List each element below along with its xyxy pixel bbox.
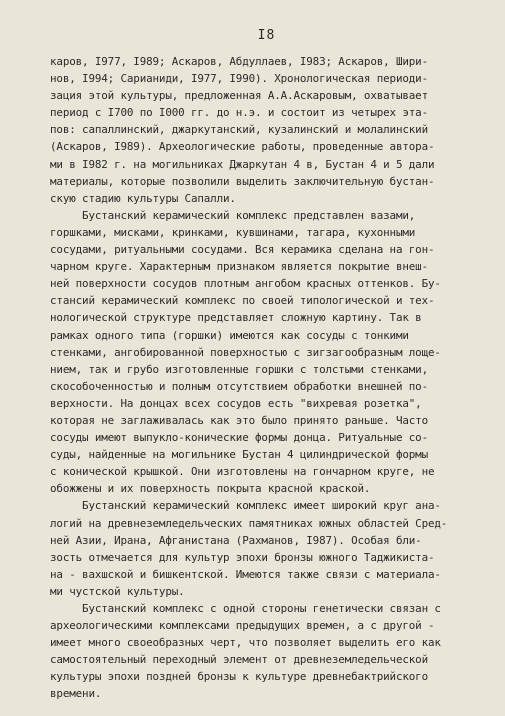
text-line: которая не заглаживалась как это было принято раньше. Часто	[50, 413, 428, 427]
text-line: ней Азии, Ирана, Афганистана (Рахманов, I987). Особая бли-	[50, 533, 422, 547]
text-line: стансий керамический комплекс по своей типологической и тех-	[50, 294, 435, 308]
text-line: обожжены и их поверхность покрыта красной краской.	[50, 482, 371, 496]
text-line: период с I700 по I000 гг. до н.э. и состоит из четырех эта-	[50, 106, 428, 120]
text-line: суды, найденные на могильнике Бустан 4 цилиндрической формы	[50, 448, 428, 462]
text-line: ми чустской культуры.	[50, 584, 185, 598]
text-line: чарном круге. Характерным признаком является покрытие внеш-	[50, 260, 428, 274]
text-line: культуры эпохи поздней бронзы к культуре древнебактрийского	[50, 670, 428, 684]
text-line: сосуды имеют выпукло-конические формы донца. Ритуальные со-	[50, 431, 428, 445]
paragraph-1	[50, 53, 483, 207]
text-line: зость отмечается для культур эпохи бронзы южного Таджикиста-	[50, 550, 435, 564]
page-number: I8	[257, 28, 276, 43]
text-line: (Аскаров, I989). Археологические работы, проведенные автора-	[50, 140, 435, 154]
text-line: рамках одного типа (горшки) имеются как сосуды с тонкими	[50, 328, 409, 342]
text-line: на - вахшской и бишкентской. Имеются также связи с материала-	[50, 567, 441, 581]
text-line: нологической структуре представляет сложную картину. Так в	[50, 311, 422, 325]
text-line: нием, так и грубо изготовленные горшки с толстыми стенками,	[50, 362, 428, 376]
text-line: времени.	[50, 687, 102, 701]
text-line: нов, I994; Сарианиди, I977, I990). Хронологическая периоди-	[50, 72, 428, 86]
text-line: стенками, ангобированной поверхностью с зигзагообразным лоще-	[50, 345, 441, 359]
text-line: самостоятельный переходный элемент от древнеземледельческой	[50, 653, 428, 667]
text-line: имеет много своеобразных черт, что позволяет выделить его как	[50, 636, 441, 650]
text-line: сосудами, ритуальными сосудами. Вся керамика сделана на гон-	[50, 243, 435, 257]
text-line: Бустанский керамический комплекс представлен вазами,	[50, 208, 416, 222]
text-line: верхности. На донцах всех сосудов есть "вихревая розетка",	[50, 396, 422, 410]
text-line: Бустанский керамический комплекс имеет широкий круг ана-	[50, 499, 441, 513]
text-line: горшками, мисками, кринками, кувшинами, тагара, кухонными	[50, 225, 416, 239]
text-line: материалы, которые позволили выделить заключительную бустан-	[50, 174, 435, 188]
text-line: каров, I977, I989; Аскаров, Абдуллаев, I983; Аскаров, Шири-	[50, 55, 428, 68]
text-line: с конической крышкой. Они изготовлены на гончарном круге, не	[50, 465, 435, 479]
paragraph-3	[50, 497, 483, 600]
text-line: археологическими комплексами предыдущих времен, а с другой -	[50, 619, 435, 633]
text-line: скособоченностью и полным отсутствием обработки внешней по-	[50, 379, 428, 393]
paragraph-2	[50, 207, 483, 498]
text-line: зация этой культуры, предложенная А.А.Аскаровым, охватывает	[50, 89, 428, 103]
text-line: ней поверхности сосудов плотным ангобом красных оттенков. Бу-	[50, 277, 441, 291]
text-line: Бустанский комплекс с одной стороны генетически связан с	[50, 602, 441, 615]
text-line: ми в I982 г. на могильниках Джаркутан 4 в, Бустан 4 и 5 дали	[50, 157, 435, 171]
paragraph-4	[50, 600, 483, 703]
text-line: логий на древнеземледельческих памятниках южных областей Сред-	[50, 516, 448, 530]
text-line: скую стадию культуры Сапалли.	[50, 191, 236, 205]
text-line: пов: сапаллинский, джаркутанский, кузалинский и молалинский	[50, 123, 428, 137]
